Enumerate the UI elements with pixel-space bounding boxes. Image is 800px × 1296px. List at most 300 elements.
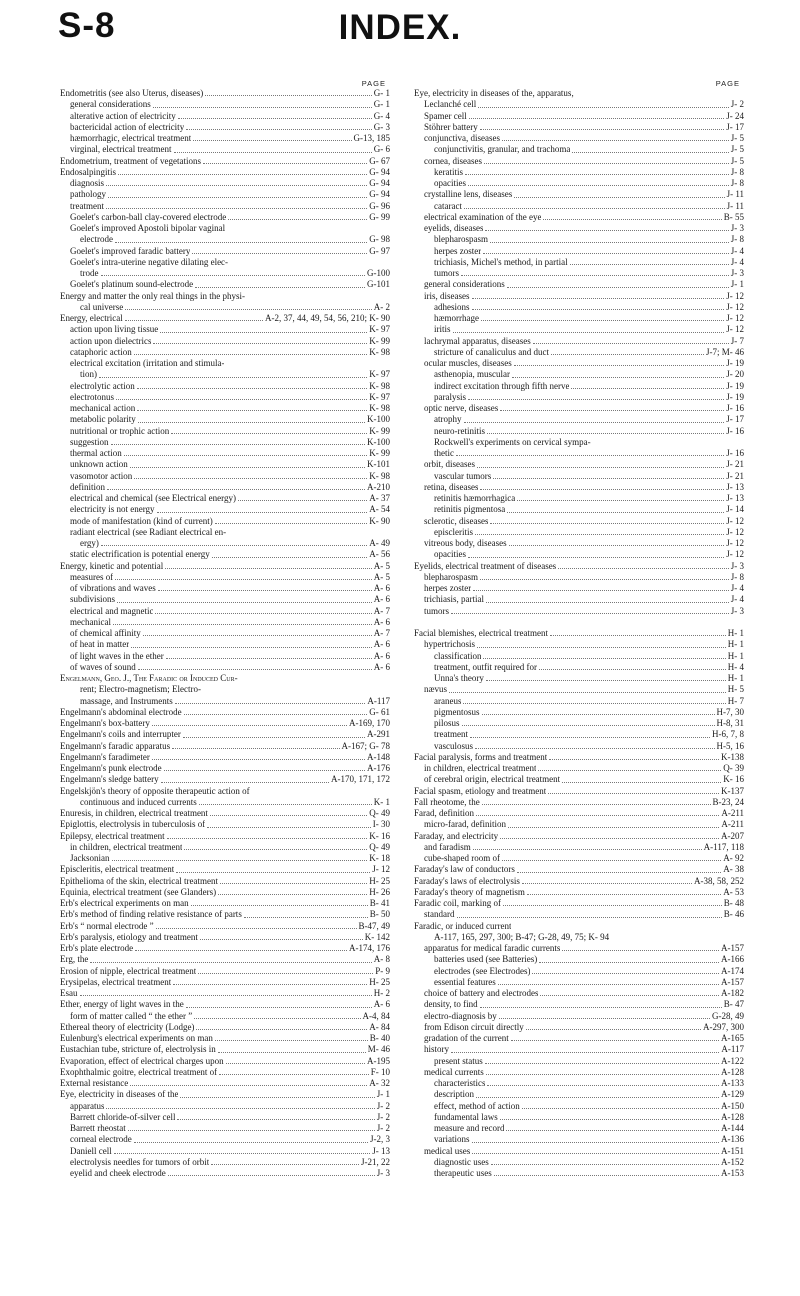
entry-text: vasculosus	[434, 740, 473, 751]
entry-text: adhesions	[434, 301, 470, 312]
entry-text: Leclanché cell	[424, 99, 477, 110]
index-entry	[60, 212, 390, 223]
index-entry	[60, 426, 390, 437]
entry-text: ergy)	[80, 538, 99, 548]
dot-leader	[476, 815, 719, 816]
entry-text: micro-farad, definition	[424, 819, 506, 830]
dot-leader	[128, 1130, 375, 1131]
dot-leader	[191, 905, 368, 906]
index-entry	[414, 1168, 744, 1179]
entry-text: action upon dielectrics	[70, 335, 152, 346]
page-reference: K-101	[367, 459, 390, 470]
index-entry	[414, 178, 744, 189]
page-reference: J- 7	[730, 335, 744, 346]
page-reference: J- 12	[726, 526, 744, 537]
index-entry	[60, 223, 390, 234]
dot-leader	[480, 1007, 722, 1008]
dot-leader	[180, 1097, 374, 1098]
dot-leader	[113, 624, 372, 625]
dot-leader	[571, 388, 724, 389]
index-entry	[414, 696, 744, 707]
index-entry	[60, 831, 390, 842]
dot-leader	[117, 602, 372, 603]
index-entry	[60, 88, 390, 99]
index-entry	[60, 864, 390, 875]
index-entry	[60, 876, 390, 887]
entry-text: history	[424, 1044, 450, 1055]
page-reference: K- 99	[369, 335, 390, 346]
entry-text: Goelet's carbon-ball clay-covered electrode	[70, 211, 227, 222]
index-entry	[60, 977, 390, 988]
dot-leader	[506, 1130, 719, 1131]
dot-leader	[80, 995, 372, 996]
index-entry	[414, 651, 744, 662]
dot-leader	[186, 129, 372, 130]
index-entry	[60, 1078, 390, 1089]
index-entry	[60, 279, 390, 290]
entry-text: electrical and magnetic	[70, 605, 154, 616]
page-reference: J- 2	[376, 1100, 390, 1111]
entry-text: Epilepsy, electrical treatment	[60, 830, 165, 841]
entry-text: in children, electrical treatment	[424, 763, 537, 773]
index-entry	[414, 1157, 744, 1168]
entry-text: Engelmann's faradimeter	[60, 751, 150, 762]
dot-leader	[112, 860, 368, 861]
entry-text: Barrett rheostat	[70, 1123, 126, 1133]
dot-leader	[226, 1063, 365, 1064]
dot-leader	[453, 332, 725, 333]
index-entry	[414, 257, 744, 268]
page-reference: A- 49	[369, 538, 390, 548]
entry-text: of vibrations and waves	[70, 583, 156, 593]
page-reference: A-195	[367, 1055, 390, 1066]
entry-text: static electrification is potential energy	[70, 549, 210, 560]
entry-text: apparatus	[70, 1100, 105, 1111]
entry-text: Evaporation, effect of electrical charges upon	[60, 1055, 224, 1066]
entry-text: choice of battery and electrodes	[424, 988, 539, 998]
entry-text: orbit, diseases	[424, 459, 475, 470]
page-reference: B- 40	[369, 1033, 390, 1043]
entry-text: Engelmann's faradic apparatus	[60, 740, 171, 751]
folio: S-8	[58, 6, 116, 45]
dot-leader	[483, 253, 729, 254]
index-entry	[414, 223, 744, 234]
index-entry	[414, 718, 744, 729]
index-entry	[414, 1134, 744, 1145]
dot-leader	[502, 140, 729, 141]
page-reference: A- 54	[369, 504, 390, 515]
entry-text: Erosion of nipple, electrical treatment	[60, 965, 197, 976]
index-entry	[60, 797, 390, 808]
dot-leader	[539, 962, 719, 963]
index-entry	[414, 1067, 744, 1078]
page-reference: G- 4	[373, 110, 390, 121]
entry-text: subdivisions	[70, 594, 116, 605]
page-reference: H-8, 31	[716, 718, 744, 728]
index-entry	[60, 988, 390, 999]
page-reference: A-182	[721, 988, 744, 998]
dot-leader	[173, 984, 367, 985]
dot-leader	[486, 602, 729, 603]
dot-leader	[485, 1063, 719, 1064]
index-entry	[60, 819, 390, 830]
page-reference: J- 2	[730, 99, 744, 110]
page-reference: A-117	[367, 695, 390, 706]
entry-text: diagnostic uses	[434, 1156, 489, 1167]
entry-text: Faraday's law of conductors	[414, 864, 515, 875]
entry-text: Epithelioma of the skin, electrical treatment	[60, 875, 218, 886]
page-reference: A- 84	[369, 1021, 390, 1032]
dot-leader	[184, 849, 367, 850]
entry-text: radiant electrical (see Radiant electrical en-	[70, 526, 227, 537]
entry-text: blepharospasm	[434, 234, 488, 245]
entry-text: electrodes (see Electrodes)	[434, 965, 531, 976]
page-reference: H-5, 16	[716, 740, 744, 751]
page-reference: J- 12	[726, 515, 744, 526]
index-entry	[414, 1056, 744, 1067]
entry-text: in children, electrical treatment	[70, 841, 183, 852]
page-reference: J- 5	[730, 133, 744, 143]
dot-leader	[507, 287, 729, 288]
index-entry	[60, 561, 390, 572]
page-reference: H- 2	[373, 988, 390, 998]
blank-line	[414, 617, 744, 628]
index-entry	[414, 887, 744, 898]
entry-text: Facial blemishes, electrical treatment	[414, 628, 548, 638]
page-reference: A-2, 37, 44, 49, 54, 56, 210; K- 90	[265, 313, 390, 323]
page-column-label: PAGE	[361, 79, 386, 88]
page-reference: J-2, 3	[370, 1134, 390, 1145]
page-reference: J- 16	[726, 448, 744, 458]
dot-leader	[130, 467, 365, 468]
page-reference: H- 26	[369, 886, 390, 897]
index-entry	[414, 752, 744, 763]
entry-text: Episcleritis, electrical treatment	[60, 864, 175, 875]
index-entry	[414, 909, 744, 920]
index-entry	[414, 797, 744, 808]
page-reference: J- 13	[726, 481, 744, 492]
dot-leader	[461, 275, 729, 276]
entry-text: Endometrium, treatment of vegetations	[60, 155, 201, 166]
dot-leader	[511, 1040, 719, 1041]
dot-leader	[486, 1074, 719, 1075]
page-reference: A- 6	[373, 661, 390, 672]
entry-text: Ether, energy of light waves in the	[60, 999, 184, 1010]
index-entry	[414, 133, 744, 144]
dot-leader	[194, 1018, 360, 1019]
dot-leader	[178, 118, 372, 119]
dot-leader	[451, 613, 729, 614]
entry-text: nutritional or trophic action	[70, 425, 170, 436]
entry-text: Farad, definition	[414, 808, 474, 818]
entry-text: treatment	[70, 200, 104, 211]
page-reference: A- 6	[373, 650, 390, 661]
index-entry	[60, 504, 390, 515]
entry-text: Erg, the	[60, 954, 89, 965]
entry-text: Epiglottis, electrolysis in tuberculosis of	[60, 819, 206, 830]
page-reference: A- 5	[373, 571, 390, 582]
page-reference: A- 6	[373, 594, 390, 605]
entry-text: Erb's method of finding relative resistance of parts	[60, 909, 242, 920]
entry-text: pathology	[70, 189, 106, 200]
index-entry	[60, 763, 390, 774]
index-entry	[60, 1112, 390, 1123]
entry-text: A-117, 165, 297, 300; B-47; G-28, 49, 75; K- 94	[434, 931, 610, 942]
page-reference: K-137	[721, 785, 744, 796]
dot-leader	[125, 320, 263, 321]
dot-leader	[205, 95, 372, 96]
page-reference: I- 30	[372, 819, 390, 830]
dot-leader	[135, 950, 347, 951]
dot-leader	[522, 883, 692, 884]
page-reference: G-101	[367, 279, 390, 290]
page-reference: A- 6	[373, 639, 390, 650]
entry-text: stricture of canaliculus and duct	[434, 346, 549, 357]
dot-leader	[215, 523, 368, 524]
page-reference: B- 47	[723, 999, 744, 1010]
page-reference: A-176	[367, 763, 390, 773]
page-reference: F- 10	[370, 1066, 390, 1077]
page-reference: K- 16	[723, 774, 744, 785]
page-reference: A-150	[721, 1100, 744, 1111]
entry-text: Energy and matter the only real things in the physi-	[60, 290, 246, 301]
index-entry	[60, 369, 390, 380]
index-entry	[414, 527, 744, 538]
entry-text: Eustachian tube, stricture of, electrolysis in	[60, 1044, 216, 1055]
page-reference: H- 7	[727, 695, 744, 706]
dot-leader	[477, 467, 724, 468]
dot-leader	[183, 737, 365, 738]
index-entry	[414, 808, 744, 819]
index-entry	[414, 932, 744, 943]
dot-leader	[107, 489, 365, 490]
dot-leader	[175, 703, 366, 704]
entry-text: electrolytic action	[70, 380, 135, 391]
entry-text: suggestion	[70, 436, 109, 447]
index-entry	[414, 99, 744, 110]
page-reference: J- 3	[730, 560, 744, 571]
page-reference: A-157	[721, 943, 744, 953]
page-reference: A-129	[721, 1089, 744, 1100]
dot-leader	[493, 478, 724, 479]
index-entry	[60, 684, 390, 695]
dot-leader	[481, 320, 724, 321]
index-entry	[414, 1078, 744, 1089]
entry-text: lachrymal apparatus, diseases	[424, 335, 531, 346]
dot-leader	[184, 714, 368, 715]
dot-leader	[457, 917, 722, 918]
index-entry	[414, 684, 744, 695]
page-reference: K- 97	[369, 391, 390, 402]
entry-text: Barrett chloride-of-silver cell	[70, 1111, 176, 1122]
entry-text: Jacksonian	[70, 853, 110, 863]
page-reference: G- 94	[369, 166, 390, 177]
index-entry	[60, 774, 390, 785]
dot-leader	[472, 1153, 719, 1154]
page-reference: H- 1	[727, 673, 744, 683]
entry-text: of chemical affinity	[70, 628, 141, 638]
index-entry	[60, 133, 390, 144]
index-entry	[414, 842, 744, 853]
index-entry	[414, 954, 744, 965]
index-entry	[60, 752, 390, 763]
index-entry	[60, 1089, 390, 1100]
page-reference: G- 97	[369, 245, 390, 256]
page-reference: K- 98	[369, 403, 390, 413]
page-reference: A-211	[721, 819, 744, 830]
index-entry	[414, 639, 744, 650]
entry-text: herpes zoster	[434, 245, 482, 256]
page-reference: J- 1	[730, 279, 744, 290]
entry-text: crystalline lens, diseases	[424, 189, 513, 200]
index-entry	[414, 88, 744, 99]
entry-text: Eulenburg's electrical experiments on man	[60, 1033, 213, 1043]
index-entry	[414, 358, 744, 369]
entry-text: vitreous body, diseases	[424, 538, 507, 548]
dot-leader	[526, 1029, 701, 1030]
index-entry	[60, 403, 390, 414]
dot-leader	[160, 332, 367, 333]
entry-text: of heat in matter	[70, 639, 130, 650]
index-entry	[60, 786, 390, 797]
entry-text: atrophy	[434, 414, 462, 425]
page-reference: A-169, 170	[349, 718, 390, 728]
entry-text: Unna's theory	[434, 673, 484, 683]
dot-leader	[572, 152, 728, 153]
index-entry	[414, 268, 744, 279]
index-entry	[60, 583, 390, 594]
dot-leader	[475, 748, 715, 749]
entry-text: iris, diseases	[424, 290, 470, 301]
dot-leader	[106, 208, 367, 209]
index-entry	[414, 381, 744, 392]
index-entry	[60, 853, 390, 864]
page-reference: J- 4	[730, 583, 744, 593]
entry-text: mechanical	[70, 616, 111, 627]
index-entry	[60, 448, 390, 459]
index-entry	[414, 504, 744, 515]
dot-leader	[106, 1108, 374, 1109]
index-entry	[414, 493, 744, 504]
index-entry	[60, 1056, 390, 1067]
page-reference: A-174	[721, 965, 744, 976]
index-entry	[60, 111, 390, 122]
dot-leader	[152, 759, 365, 760]
index-entry	[414, 122, 744, 133]
page-reference: A- 37	[369, 493, 390, 503]
dot-leader	[153, 107, 372, 108]
entry-text: measure and record	[434, 1123, 505, 1133]
dot-leader	[134, 354, 368, 355]
page-reference: B- 50	[369, 909, 390, 920]
entry-text: indirect excitation through fifth nerve	[434, 380, 570, 391]
entry-text: and faradism	[424, 841, 471, 852]
page-reference: G- 98	[369, 234, 390, 245]
page-reference: Q- 39	[723, 763, 744, 773]
page-reference: A-157	[721, 976, 744, 987]
entry-text: Fall rheotome, the	[414, 796, 480, 807]
page-reference: H- 1	[727, 639, 744, 650]
entry-text: Daniell cell	[70, 1145, 112, 1156]
index-entry	[60, 898, 390, 909]
page-reference: A-4, 84	[362, 1010, 390, 1021]
dot-leader	[192, 253, 367, 254]
index-entry	[60, 471, 390, 482]
entry-text: from Edison circuit directly	[424, 1021, 524, 1032]
page-reference: A- 5	[373, 560, 390, 571]
index-entry	[414, 167, 744, 178]
entry-text: Faraday, and electricity	[414, 830, 499, 841]
dot-leader	[482, 804, 711, 805]
dot-leader	[238, 500, 367, 501]
index-entry	[414, 1089, 744, 1100]
dot-leader	[470, 737, 710, 738]
index-entry	[60, 414, 390, 425]
index-entry	[60, 437, 390, 448]
index-entry	[60, 516, 390, 527]
dot-leader	[125, 309, 372, 310]
index-entry	[60, 1044, 390, 1055]
index-entry	[414, 662, 744, 673]
index-entry	[414, 741, 744, 752]
page-reference: G- 3	[373, 121, 390, 132]
page-reference: J- 19	[726, 358, 744, 368]
index-entry	[60, 99, 390, 110]
index-entry	[60, 167, 390, 178]
page-reference: G-28, 49	[712, 1010, 744, 1021]
entry-text: mechanical action	[70, 403, 136, 413]
page-reference: J- 5	[730, 144, 744, 155]
page-reference: G- 94	[369, 189, 390, 200]
page-reference: A- 6	[373, 999, 390, 1010]
index-entry	[60, 291, 390, 302]
dot-leader	[195, 287, 365, 288]
page-reference: J- 17	[726, 414, 744, 425]
page-reference: K-138	[721, 751, 744, 762]
page-reference: A- 38	[723, 864, 744, 875]
entry-text: batteries used (see Batteries)	[434, 954, 538, 965]
dot-leader	[543, 219, 721, 220]
dot-leader	[464, 208, 725, 209]
entry-text: gradation of the current	[424, 1033, 509, 1043]
index-entry	[60, 1123, 390, 1134]
index-entry	[414, 448, 744, 459]
index-entry	[414, 201, 744, 212]
page-reference: J- 12	[726, 290, 744, 301]
dot-leader	[196, 1029, 367, 1030]
entry-text: Facial paralysis, forms and treatment	[414, 751, 548, 762]
entry-text: rent; Electro-magnetism; Electro-	[80, 684, 201, 695]
page-reference: G-100	[367, 268, 390, 278]
entry-text: alterative action of electricity	[70, 110, 176, 121]
entry-text: episcleritis	[434, 526, 473, 537]
entry-text: hæmorrhage	[434, 313, 479, 323]
page-reference: J- 4	[730, 245, 744, 256]
index-entry	[60, 538, 390, 549]
index-entry	[60, 1146, 390, 1157]
index-entry	[414, 111, 744, 122]
index-entry	[414, 279, 744, 290]
page-reference: A-152	[721, 1156, 744, 1167]
dot-leader	[478, 107, 729, 108]
dot-leader	[451, 1052, 719, 1053]
page-reference: J- 5	[730, 155, 744, 166]
entry-text: paralysis	[434, 391, 466, 402]
dot-leader	[500, 410, 724, 411]
page-reference: B- 41	[369, 898, 390, 908]
page-reference: J- 13	[372, 1145, 390, 1156]
index-entry	[60, 662, 390, 673]
